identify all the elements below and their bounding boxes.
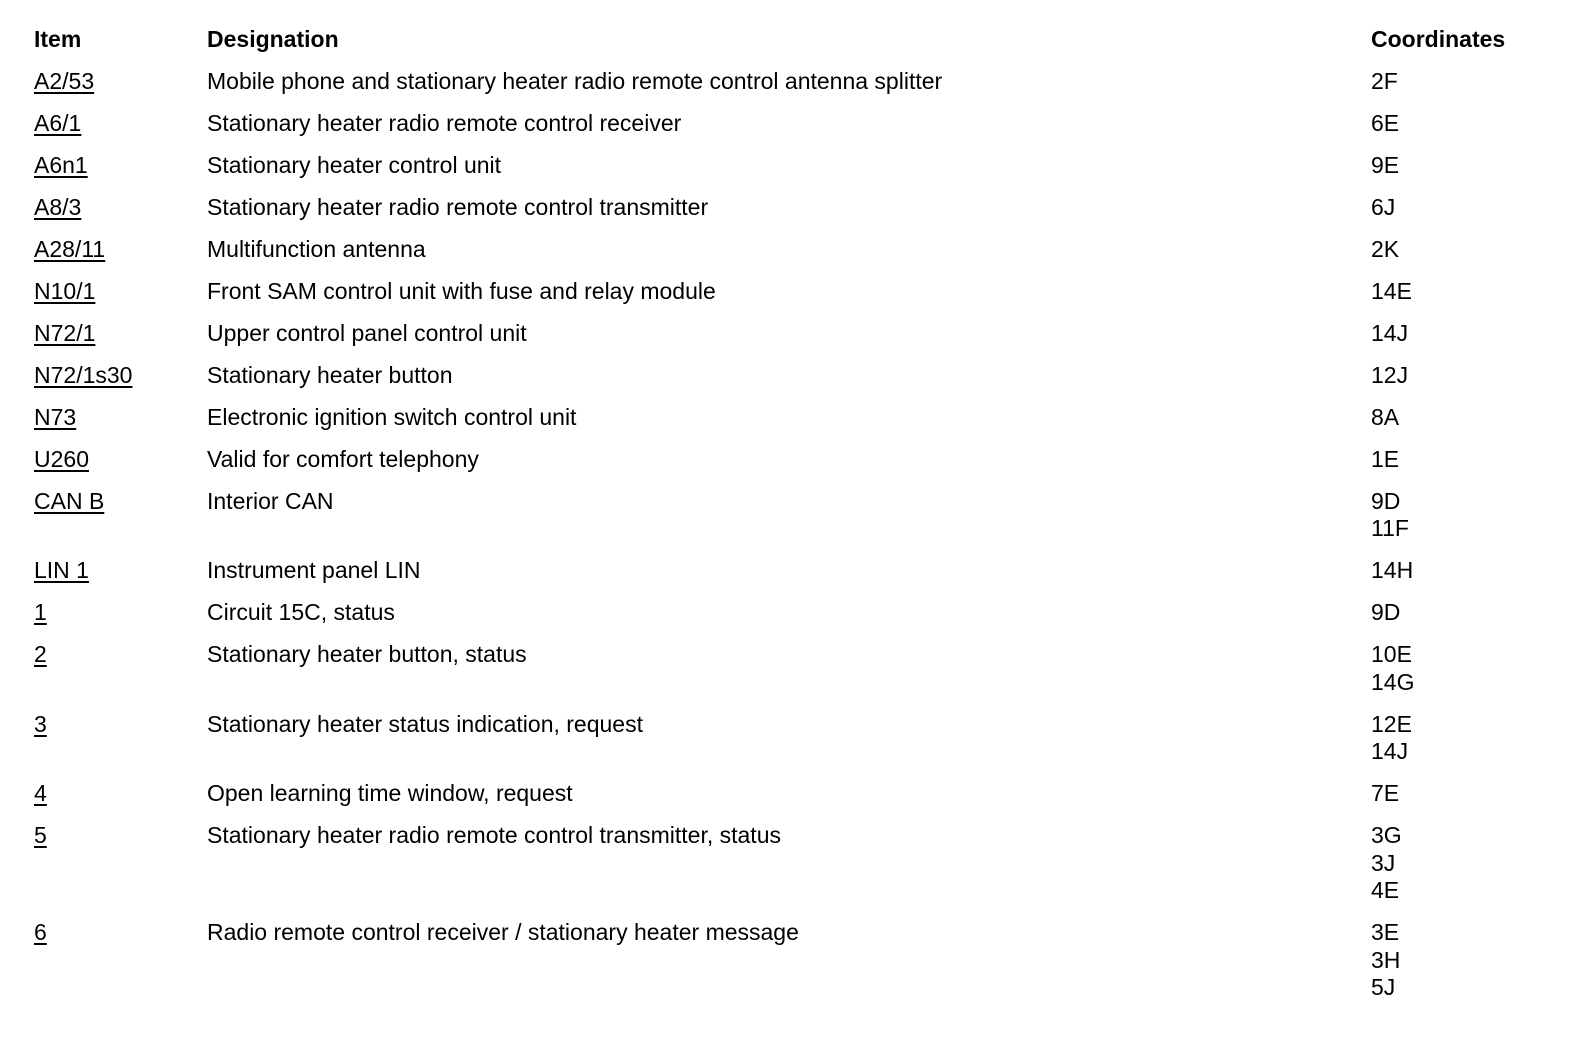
item-cell: [34, 362, 207, 390]
coordinate-value: 10E: [1371, 641, 1412, 667]
designation-cell: Open learning time window, request: [207, 780, 573, 806]
coordinates-cell: [1371, 194, 1561, 222]
coordinate-value: 9E: [1371, 151, 1400, 178]
coordinates-cell: [1371, 641, 1561, 696]
item-link[interactable]: 4: [34, 780, 47, 806]
coordinate-value: 14J: [1371, 319, 1409, 346]
designation-cell: Stationary heater control unit: [207, 151, 502, 178]
coordinate-value: 14H: [1371, 557, 1414, 583]
designation-cell: Upper control panel control unit: [207, 319, 527, 346]
item-cell: [34, 194, 207, 222]
designation-cell: Electronic ignition switch control unit: [207, 403, 577, 430]
coordinates-cell: [1371, 488, 1561, 543]
coordinates-cell: [1371, 780, 1561, 808]
table-row: [34, 278, 1564, 306]
item-link[interactable]: 6: [34, 919, 47, 945]
coordinate-value: 11F: [1371, 515, 1409, 541]
coordinate-value: 3J: [1371, 849, 1396, 876]
item-cell: [34, 404, 207, 432]
item-cell: [34, 110, 207, 138]
table-row: [34, 236, 1564, 264]
coordinates-cell: [1371, 152, 1561, 180]
item-cell: [34, 320, 207, 348]
coordinates-cell: [1371, 68, 1561, 96]
item-cell: [34, 488, 207, 543]
coordinates-cell: [1371, 446, 1561, 474]
coordinate-value: 7E: [1371, 780, 1400, 806]
item-link[interactable]: CAN B: [34, 487, 105, 514]
designation-cell: Multifunction antenna: [207, 235, 426, 262]
item-link[interactable]: A8/3: [34, 193, 82, 220]
designation-cell: Mobile phone and stationary heater radio remote control antenna splitter: [207, 67, 943, 94]
table-row: [34, 919, 1564, 1002]
item-cell: [34, 236, 207, 264]
coordinate-value: 3H: [1371, 946, 1401, 973]
item-link[interactable]: N72/1: [34, 319, 96, 346]
table-row: [34, 194, 1564, 222]
designation-cell: Circuit 15C, status: [207, 599, 395, 625]
table-row: [34, 320, 1564, 348]
coordinate-value: 3E: [1371, 919, 1400, 945]
header-item: Item: [34, 26, 82, 52]
coordinate-value: 8A: [1371, 403, 1400, 430]
table-row: [34, 641, 1564, 696]
item-link[interactable]: N10/1: [34, 277, 96, 304]
coordinates-cell: [1371, 822, 1561, 905]
coordinates-cell: [1371, 320, 1561, 348]
table-row: [34, 152, 1564, 180]
header-designation: Designation: [207, 26, 339, 52]
coordinate-value: 1E: [1371, 445, 1400, 472]
coordinate-value: 14G: [1371, 668, 1415, 695]
table-row: [34, 488, 1564, 543]
item-cell: [34, 780, 207, 808]
item-cell: [34, 641, 207, 696]
item-link[interactable]: 5: [34, 822, 47, 848]
table-row: [34, 404, 1564, 432]
table-row: [34, 599, 1564, 627]
table-row: [34, 68, 1564, 96]
item-link[interactable]: A6/1: [34, 109, 82, 136]
table-row: [34, 362, 1564, 390]
designation-cell: Radio remote control receiver / stationary heater message: [207, 919, 799, 945]
item-link[interactable]: 3: [34, 710, 47, 737]
item-cell: [34, 822, 207, 905]
coordinates-cell: [1371, 711, 1561, 766]
coordinate-value: 2K: [1371, 235, 1400, 262]
coordinate-value: 9D: [1371, 487, 1401, 514]
coordinates-cell: [1371, 110, 1561, 138]
designation-cell: Stationary heater button, status: [207, 641, 527, 667]
coordinate-value: 2F: [1371, 67, 1398, 94]
coordinates-cell: [1371, 404, 1561, 432]
coordinate-value: 12E: [1371, 710, 1412, 737]
item-link[interactable]: A6n1: [34, 151, 88, 178]
item-link[interactable]: 2: [34, 641, 47, 667]
designation-cell: Interior CAN: [207, 487, 334, 514]
coordinate-value: 9D: [1371, 599, 1401, 625]
table-row: [34, 446, 1564, 474]
coordinates-cell: [1371, 236, 1561, 264]
item-link[interactable]: A28/11: [34, 235, 106, 262]
item-link[interactable]: A2/53: [34, 67, 95, 94]
legend-table: [34, 26, 1564, 1016]
item-cell: [34, 68, 207, 96]
coordinates-cell: [1371, 278, 1561, 306]
coordinate-value: 6E: [1371, 109, 1400, 136]
item-link[interactable]: N72/1s30: [34, 361, 133, 388]
coordinate-value: 14J: [1371, 738, 1409, 764]
item-link[interactable]: U260: [34, 445, 89, 472]
header-coordinates: Coordinates: [1371, 26, 1506, 52]
designation-cell: Stationary heater radio remote control transmitter: [207, 193, 709, 220]
table-row: [34, 780, 1564, 808]
designation-cell: Stationary heater radio remote control transmitter, status: [207, 822, 781, 848]
coordinate-value: 5J: [1371, 974, 1396, 1000]
table-row: [34, 822, 1564, 905]
item-cell: [34, 599, 207, 627]
designation-cell: Instrument panel LIN: [207, 557, 421, 583]
table-row: [34, 557, 1564, 585]
coordinates-cell: [1371, 919, 1561, 1002]
designation-cell: Valid for comfort telephony: [207, 445, 479, 472]
designation-cell: Stationary heater button: [207, 361, 453, 388]
coordinate-value: 12J: [1371, 361, 1409, 388]
item-link[interactable]: N73: [34, 403, 77, 430]
item-cell: [34, 711, 207, 766]
table-header: [34, 26, 1564, 54]
coordinate-value: 3G: [1371, 822, 1402, 848]
item-cell: [34, 152, 207, 180]
table-body: [34, 68, 1564, 1002]
item-cell: [34, 919, 207, 1002]
designation-cell: Front SAM control unit with fuse and relay module: [207, 277, 716, 304]
coordinate-value: 4E: [1371, 877, 1400, 903]
item-link[interactable]: LIN 1: [34, 557, 89, 583]
table-row: [34, 711, 1564, 766]
coordinates-cell: [1371, 362, 1561, 390]
designation-cell: Stationary heater radio remote control receiver: [207, 109, 682, 136]
coordinates-cell: [1371, 557, 1561, 585]
item-link[interactable]: 1: [34, 599, 47, 625]
item-cell: [34, 278, 207, 306]
item-cell: [34, 557, 207, 585]
table-row: [34, 110, 1564, 138]
item-cell: [34, 446, 207, 474]
designation-cell: Stationary heater status indication, request: [207, 710, 643, 737]
coordinate-value: 6J: [1371, 193, 1396, 220]
coordinate-value: 14E: [1371, 277, 1412, 304]
coordinates-cell: [1371, 599, 1561, 627]
